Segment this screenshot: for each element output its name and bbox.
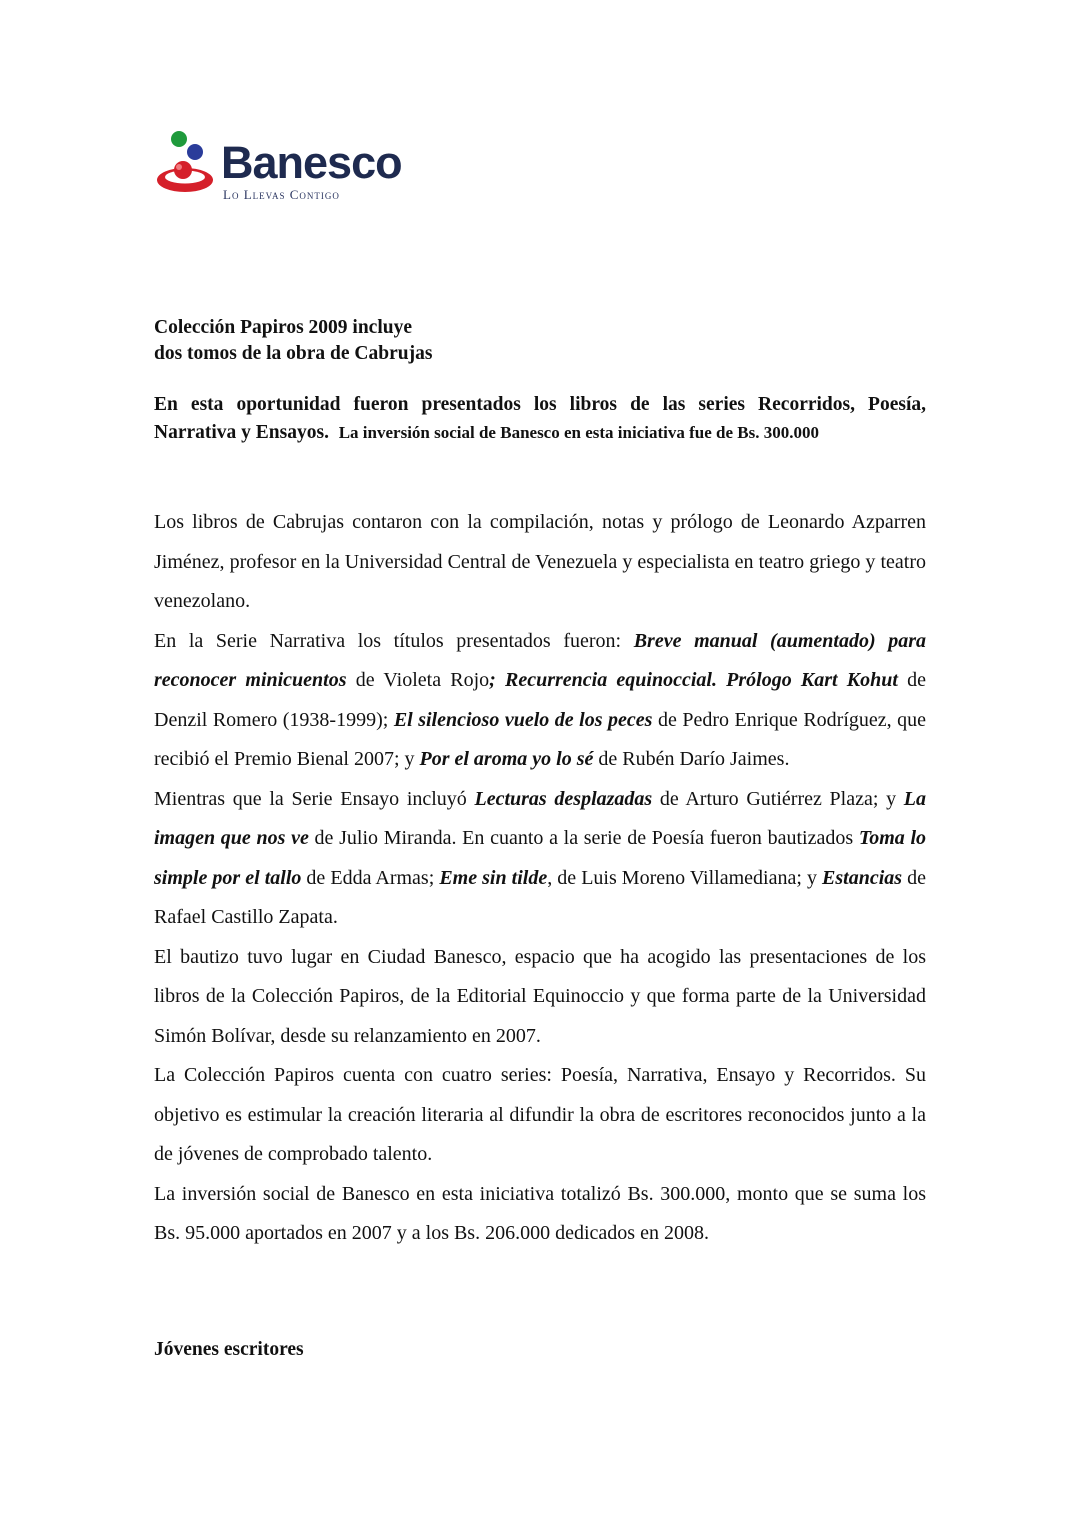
text-run: En la Serie Narrativa los títulos presentados fueron: (154, 629, 634, 652)
article-title (154, 315, 754, 367)
book-title: Estancias (822, 866, 903, 889)
subtitle-line-2a: Narrativa y Ensayos. (154, 422, 329, 443)
banesco-emblem-icon (155, 128, 221, 200)
text-run: de Violeta Rojo (346, 669, 490, 691)
book-title: La imagen que nos ve (154, 787, 926, 849)
title-line-1: Colección Papiros 2009 incluye (154, 317, 413, 338)
subtitle-line-2 (154, 419, 926, 447)
text-run: de Julio Miranda. En cuanto a la serie de Poesía fueron bautizados (308, 827, 859, 849)
paragraph-5: La Colección Papiros cuenta con cuatro series: Poesía, Narrativa, Ensayo y Recorridos. Su objetivo es estimular la creación literaria al difundir la obra de escritores reconocidos junto a la de jóvenes de comprobado talento. (154, 1064, 926, 1165)
book-title: Por el aroma yo lo sé (419, 748, 594, 770)
paragraph-4: El bautizo tuvo lugar en Ciudad Banesco, espacio que ha acogido las presentaciones de los libros de la Colección Papiros, de la Editorial Equinoccio y que forma parte de la Universidad Simón Bolívar, desde su relanzamiento en 2007. (154, 945, 926, 1047)
book-title: ; Recurrencia equinoccial. Prólogo Kart Kohut (489, 669, 898, 691)
paragraph-3 (154, 780, 926, 938)
text-run: de Pedro Enrique Rodríguez, que recibió el Premio Bienal 2007; y (154, 708, 927, 770)
book-title: Toma lo simple por el tallo (154, 827, 926, 889)
text-run: de Rafael Castillo Zapata. (154, 866, 926, 928)
logo-wordmark: Banesco (221, 137, 402, 188)
subtitle-line-2b: La inversión social de Banesco en esta iniciativa fue de Bs. 300.000 (338, 423, 819, 442)
book-title: Lecturas desplazadas (474, 787, 653, 810)
book-title: Eme sin tilde (439, 866, 548, 889)
text-run: de Denzil Romero (1938-1999); (154, 669, 926, 731)
text-run: , de Luis Moreno Villamediana; y (547, 866, 823, 889)
paragraph-2 (154, 622, 926, 780)
text-run: de Rubén Darío Jaimes. (593, 748, 790, 770)
title-line-2: dos tomos de la obra de Cabrujas (154, 343, 433, 364)
text-run: de Arturo Gutiérrez Plaza; y (652, 787, 904, 810)
text-run: Mientras que la Serie Ensayo incluyó (154, 787, 475, 810)
subtitle-line-1: En esta oportunidad fueron presentados los libros de las series Recorridos, Poesía, (154, 394, 926, 415)
book-title: El silencioso vuelo de los peces (393, 708, 653, 731)
paragraph-1: Los libros de Cabrujas contaron con la compilación, notas y prólogo de Leonardo Azparren Jiménez, profesor en la Universidad Central de Venezuela y especialista en teatro griego y teatro venezolano. (154, 511, 926, 612)
article-body (154, 503, 926, 1254)
banesco-logo (155, 128, 455, 212)
logo-tagline: Lo Llevas Contigo (223, 187, 340, 202)
paragraph-6: La inversión social de Banesco en esta iniciativa totalizó Bs. 300.000, monto que se suma los Bs. 95.000 aportados en 2007 y a los Bs. 206.000 dedicados en 2008. (154, 1182, 926, 1244)
book-title: Breve manual (aumentado) para reconocer minicuentos (154, 629, 927, 691)
section-heading: Jóvenes escritores (154, 1339, 304, 1360)
article-subtitle (154, 391, 926, 447)
text-run: de Edda Armas; (301, 866, 440, 889)
